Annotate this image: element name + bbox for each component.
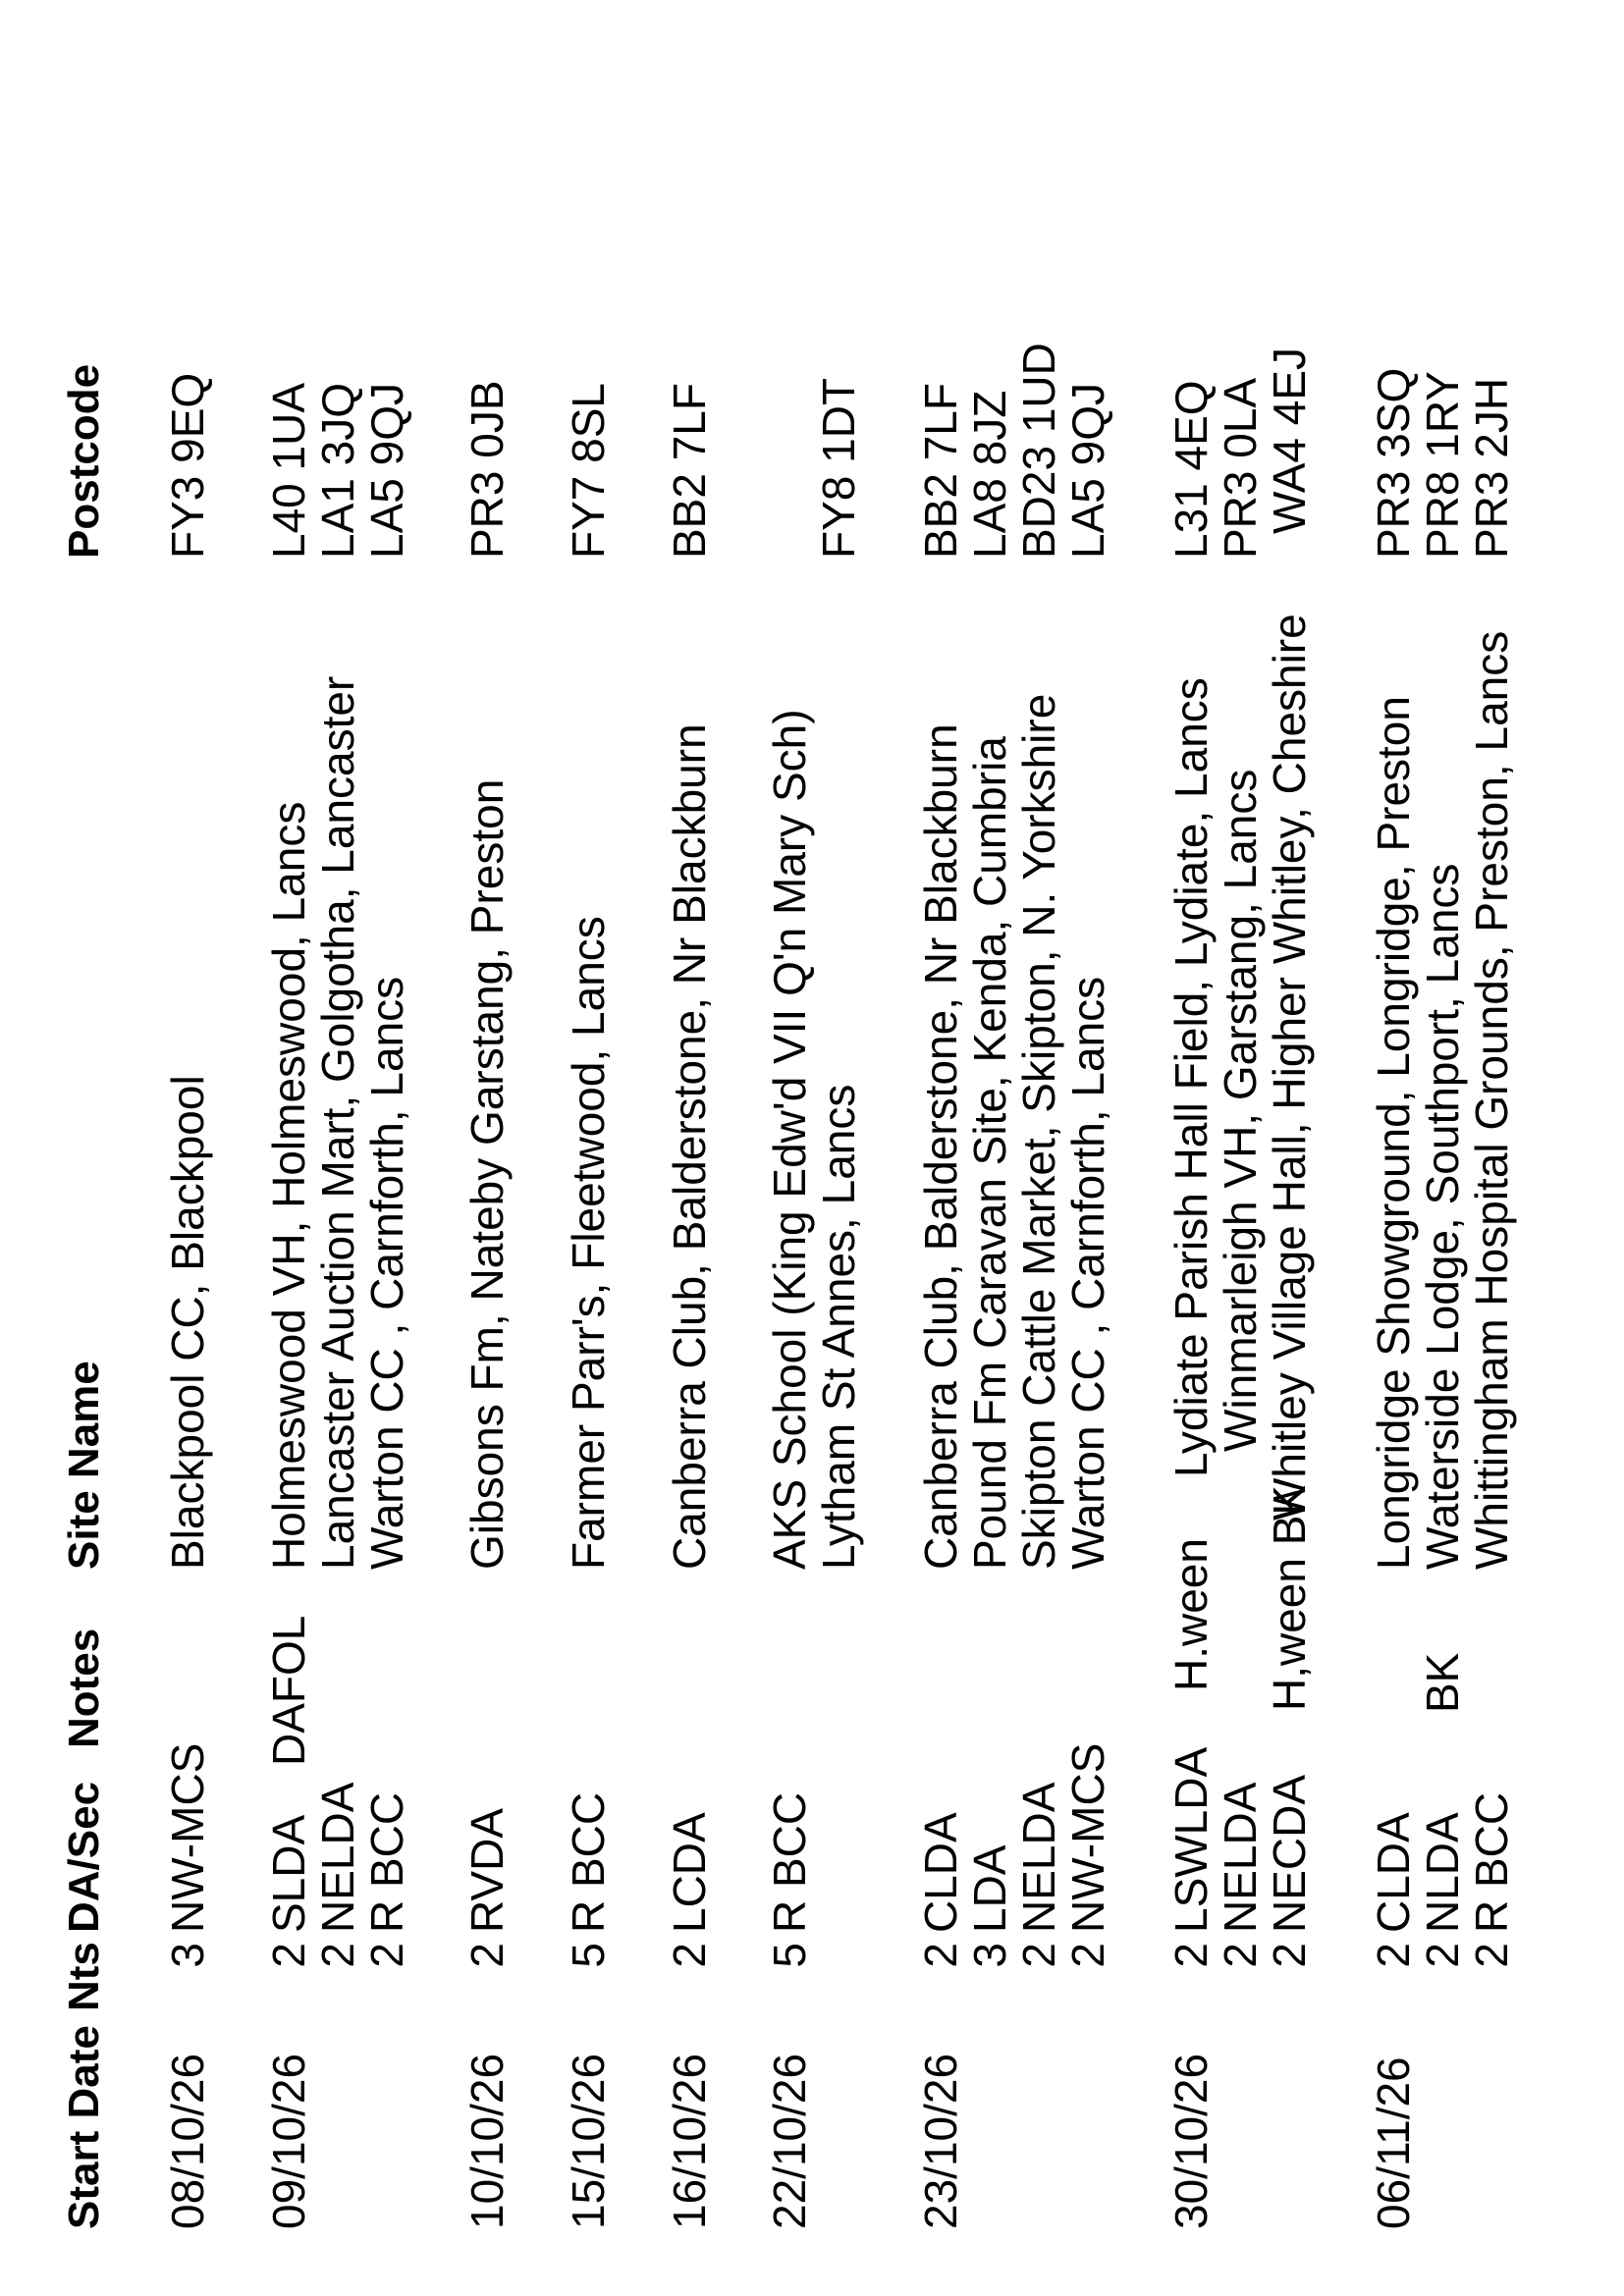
postcode-cell: LA1 3JQ xyxy=(312,383,363,559)
notes-cell: H.ween xyxy=(1165,1538,1217,1691)
nights-cell: 2 xyxy=(1062,1943,1113,1968)
site-name-cell: Warton CC , Carnforth, Lancs xyxy=(361,976,412,1570)
header-site-name: Site Name xyxy=(60,1361,108,1570)
da-sec-cell: R BCC xyxy=(1466,1791,1517,1933)
nights-cell: 2 xyxy=(1264,1943,1315,1968)
site-name-cell: Holmeswood VH, Holmeswood, Lancs xyxy=(263,801,314,1570)
nights-cell: 2 xyxy=(461,1943,513,1968)
header-notes: Notes xyxy=(60,1628,108,1748)
postcode-cell: FY8 1DT xyxy=(813,377,864,559)
da-sec-cell: LSWLDA xyxy=(1165,1746,1217,1933)
site-name-cell: Pound Fm Caravan Site, Kenda, Cumbria xyxy=(964,736,1015,1570)
postcode-cell: LA5 9QJ xyxy=(361,383,412,559)
postcode-cell: PR3 0LA xyxy=(1215,377,1266,559)
postcode-cell: BD23 1UD xyxy=(1013,343,1064,559)
da-sec-cell: CLDA xyxy=(915,1812,966,1933)
start-date-cell: 06/11/26 xyxy=(1368,2056,1419,2229)
notes-cell: BK xyxy=(1417,1652,1468,1713)
site-name-cell: Whitley Village Hall, Higher Whitley, Cheshire xyxy=(1264,614,1315,1521)
da-sec-cell: R BCC xyxy=(361,1791,412,1933)
start-date-cell: 15/10/26 xyxy=(563,2053,614,2229)
site-name-cell: Longridge Showground, Longridge, Preston xyxy=(1368,696,1419,1570)
site-name-cell: AKS School (King Edw'd VII Q'n Mary Sch) xyxy=(764,709,815,1570)
nights-cell: 2 xyxy=(1368,1943,1419,1968)
site-name-cell: Whittingham Hospital Grounds, Preston, Lancs xyxy=(1466,630,1517,1570)
postcode-cell: PR3 2JH xyxy=(1466,377,1517,559)
header-start-date: Start Date xyxy=(60,2025,108,2229)
site-name-cell: Gibsons Fm, Nateby Garstang, Preston xyxy=(461,778,513,1570)
postcode-cell: LA8 8JZ xyxy=(964,390,1015,559)
da-sec-cell: NECDA xyxy=(1264,1774,1315,1933)
site-name-cell: Lytham St Annes, Lancs xyxy=(813,1084,864,1570)
start-date-cell: 10/10/26 xyxy=(461,2053,513,2229)
notes-cell: DAFOL xyxy=(263,1615,314,1766)
da-sec-cell: NELDA xyxy=(1215,1782,1266,1933)
start-date-cell: 09/10/26 xyxy=(263,2053,314,2229)
nights-cell: 2 xyxy=(1215,1943,1266,1968)
nights-cell: 2 xyxy=(312,1943,363,1968)
site-name-cell: Farmer Parr's, Fleetwood, Lancs xyxy=(563,916,614,1570)
postcode-cell: FY7 8SL xyxy=(563,383,614,559)
site-name-cell: Winmarleigh VH, Garstang, Lancs xyxy=(1215,769,1266,1452)
nights-cell: 2 xyxy=(1013,1943,1064,1968)
site-name-cell: Canberra Club, Balderstone, Nr Blackburn xyxy=(915,723,966,1570)
da-sec-cell: NELDA xyxy=(312,1782,363,1933)
site-name-cell: Skipton Cattle Market, Skipton, N. Yorkshire xyxy=(1013,693,1064,1570)
da-sec-cell: SLDA xyxy=(263,1814,314,1933)
nights-cell: 5 xyxy=(764,1943,815,1968)
postcode-cell: PR8 1RY xyxy=(1417,371,1468,559)
site-name-cell: Canberra Club, Balderstone, Nr Blackburn xyxy=(664,723,715,1570)
start-date-cell: 16/10/26 xyxy=(664,2053,715,2229)
nights-cell: 2 xyxy=(263,1943,314,1968)
site-name-cell: Lydiate Parish Hall Field, Lydiate, Lancs xyxy=(1165,677,1217,1477)
da-sec-cell: R BCC xyxy=(764,1791,815,1933)
nights-cell: 2 xyxy=(1165,1943,1217,1968)
nights-cell: 2 xyxy=(1417,1943,1468,1968)
da-sec-cell: NW-MCS xyxy=(1062,1742,1113,1933)
postcode-cell: L31 4EQ xyxy=(1165,380,1217,559)
postcode-cell: PR3 0JB xyxy=(461,380,513,559)
header-nts: Nts xyxy=(60,1942,108,2011)
postcode-cell: PR3 3SQ xyxy=(1368,367,1419,559)
nights-cell: 2 xyxy=(361,1943,412,1968)
header-postcode: Postcode xyxy=(60,363,108,559)
da-sec-cell: LDA xyxy=(964,1844,1015,1933)
nights-cell: 2 xyxy=(915,1943,966,1968)
start-date-cell: 22/10/26 xyxy=(764,2053,815,2229)
postcode-cell: L40 1UA xyxy=(263,382,314,559)
postcode-cell: FY3 9EQ xyxy=(162,372,213,559)
header-da-sec: DA/Sec xyxy=(60,1781,108,1933)
start-date-cell: 08/10/26 xyxy=(162,2053,213,2229)
postcode-cell: WA4 4EJ xyxy=(1264,347,1315,534)
site-name-cell: Warton CC , Carnforth, Lancs xyxy=(1062,976,1113,1570)
da-sec-cell: LCDA xyxy=(664,1812,715,1933)
start-date-cell: 30/10/26 xyxy=(1165,2053,1217,2229)
nights-cell: 3 xyxy=(162,1943,213,1968)
postcode-cell: BB2 7LF xyxy=(664,383,715,559)
notes-cell: H,ween BK xyxy=(1264,1484,1315,1711)
da-sec-cell: NLDA xyxy=(1417,1812,1468,1933)
site-name-cell: Waterside Lodge, Southport, Lancs xyxy=(1417,863,1468,1570)
postcode-cell: BB2 7LF xyxy=(915,383,966,559)
nights-cell: 3 xyxy=(964,1943,1015,1968)
start-date-cell: 23/10/26 xyxy=(915,2053,966,2229)
nights-cell: 5 xyxy=(563,1943,614,1968)
da-sec-cell: RVDA xyxy=(461,1808,513,1933)
postcode-cell: LA5 9QJ xyxy=(1062,383,1113,559)
site-name-cell: Lancaster Auction Mart, Golgotha, Lancaster xyxy=(312,675,363,1570)
da-sec-cell: NW-MCS xyxy=(162,1742,213,1933)
site-name-cell: Blackpool CC, Blackpool xyxy=(162,1075,213,1570)
da-sec-cell: NELDA xyxy=(1013,1782,1064,1933)
da-sec-cell: R BCC xyxy=(563,1791,614,1933)
da-sec-cell: CLDA xyxy=(1368,1812,1419,1933)
nights-cell: 2 xyxy=(1466,1943,1517,1968)
nights-cell: 2 xyxy=(664,1943,715,1968)
